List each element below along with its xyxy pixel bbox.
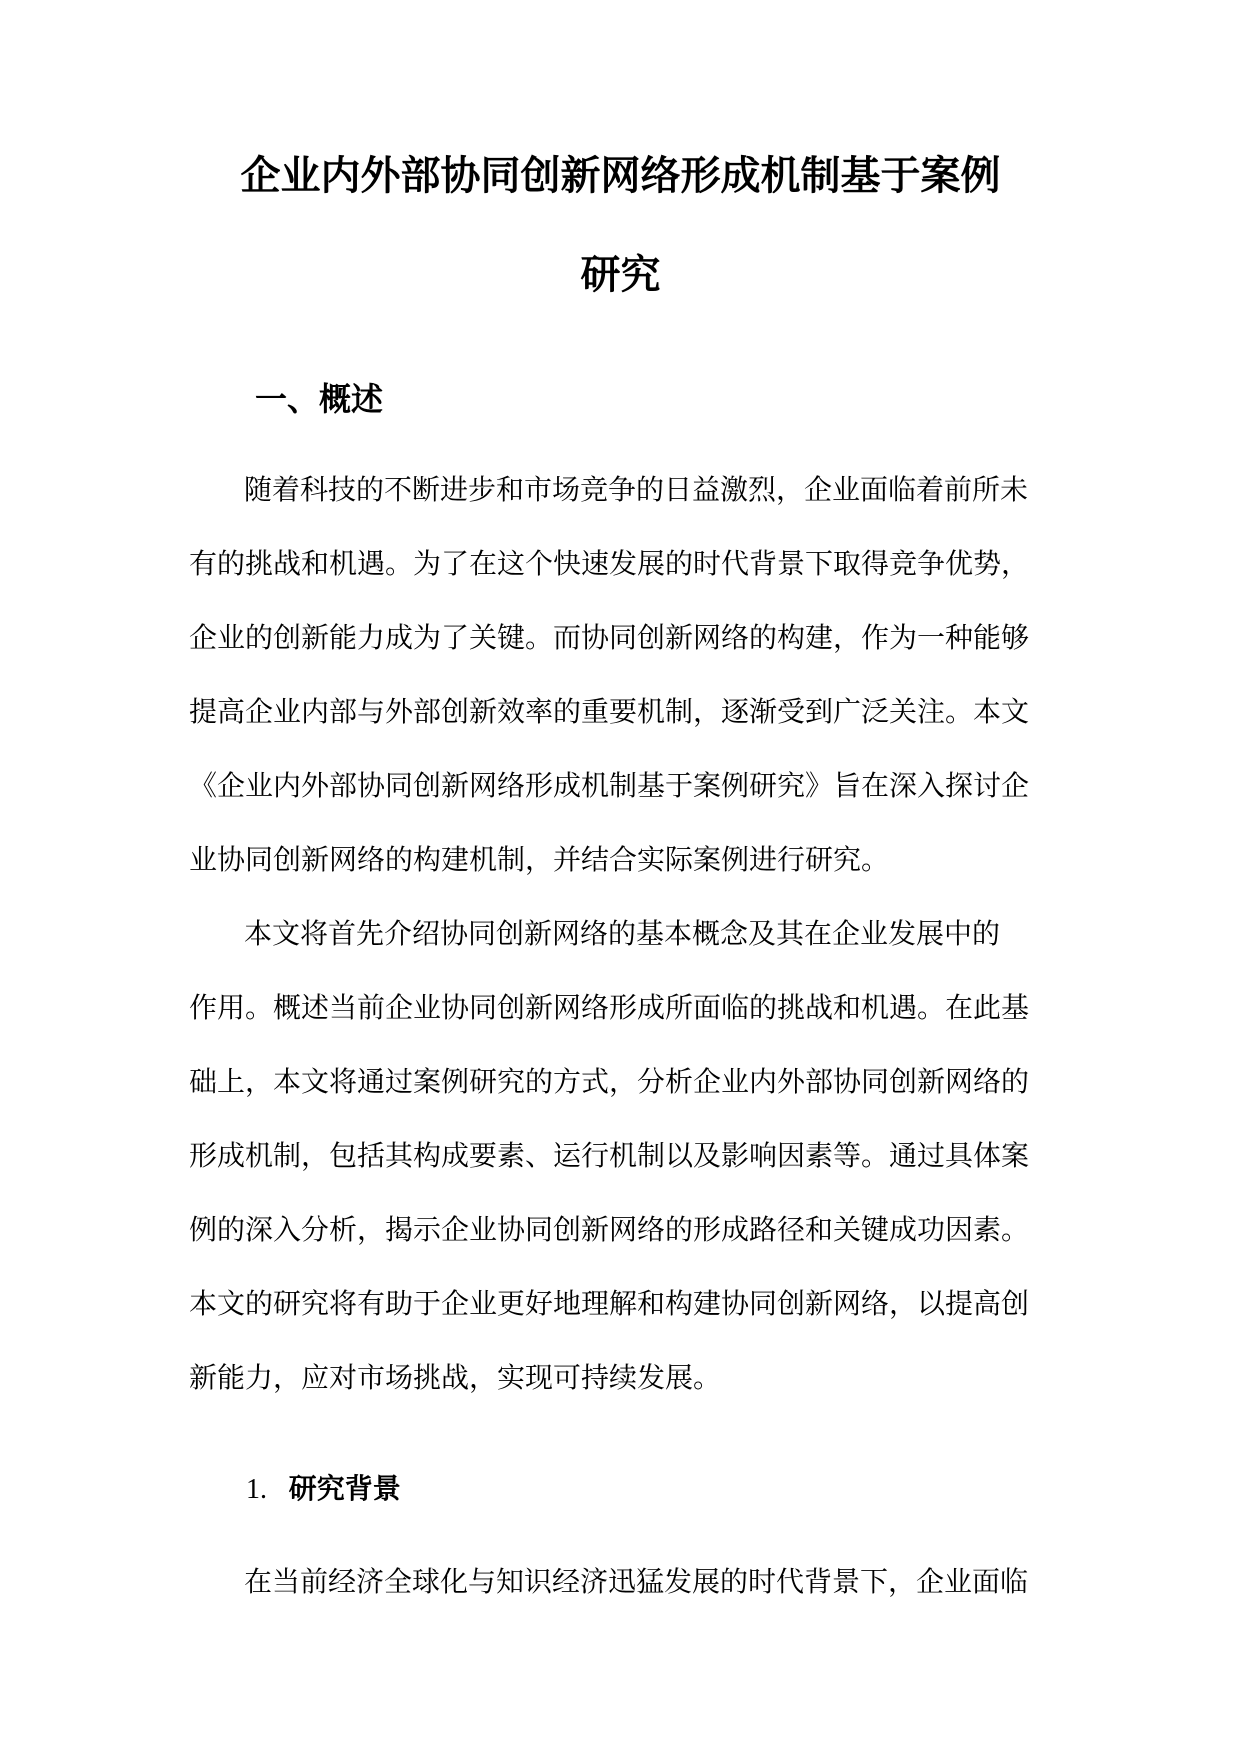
paragraph-line: 本文将首先介绍协同创新网络的基本概念及其在企业发展中的 xyxy=(244,917,1001,950)
document-title-line1: 企业内外部协同创新网络形成机制基于案例 xyxy=(240,152,1001,199)
paragraph-line: 新能力，应对市场挑战，实现可持续发展。 xyxy=(189,1361,722,1394)
paragraph-line: 提高企业内部与外部创新效率的重要机制，逐渐受到广泛关注。本文 xyxy=(189,695,1030,728)
paragraph-line: 础上，本文将通过案例研究的方式，分析企业内外部协同创新网络的 xyxy=(189,1065,1030,1098)
subsection-heading-research-background xyxy=(246,1469,401,1510)
paragraph-line: 企业的创新能力成为了关键。而协同创新网络的构建，作为一种能够 xyxy=(189,621,1030,654)
subsection-title: 研究背景 xyxy=(288,1472,401,1505)
document-title-line2: 研究 xyxy=(580,251,661,298)
paragraph-line: 形成机制，包括其构成要素、运行机制以及影响因素等。通过具体案 xyxy=(189,1139,1030,1172)
paragraph-line: 例的深入分析，揭示企业协同创新网络的形成路径和关键成功因素。 xyxy=(189,1213,1030,1246)
paragraph-line: 业协同创新网络的构建机制，并结合实际案例进行研究。 xyxy=(189,843,890,876)
paragraph-line: 作用。概述当前企业协同创新网络形成所面临的挑战和机遇。在此基 xyxy=(189,991,1030,1024)
paragraph-line: 本文的研究将有助于企业更好地理解和构建协同创新网络，以提高创 xyxy=(189,1287,1030,1320)
paragraph-line: 在当前经济全球化与知识经济迅猛发展的时代背景下，企业面临 xyxy=(244,1565,1029,1598)
paragraph-line: 有的挑战和机遇。为了在这个快速发展的时代背景下取得竞争优势， xyxy=(189,547,1030,580)
paragraph-line: 《企业内外部协同创新网络形成机制基于案例研究》旨在深入探讨企 xyxy=(189,769,1030,802)
section-heading-overview: 一、概述 xyxy=(255,380,384,418)
paragraph-line: 随着科技的不断进步和市场竞争的日益激烈，企业面临着前所未 xyxy=(244,473,1029,506)
subsection-number: 1. xyxy=(246,1474,267,1505)
